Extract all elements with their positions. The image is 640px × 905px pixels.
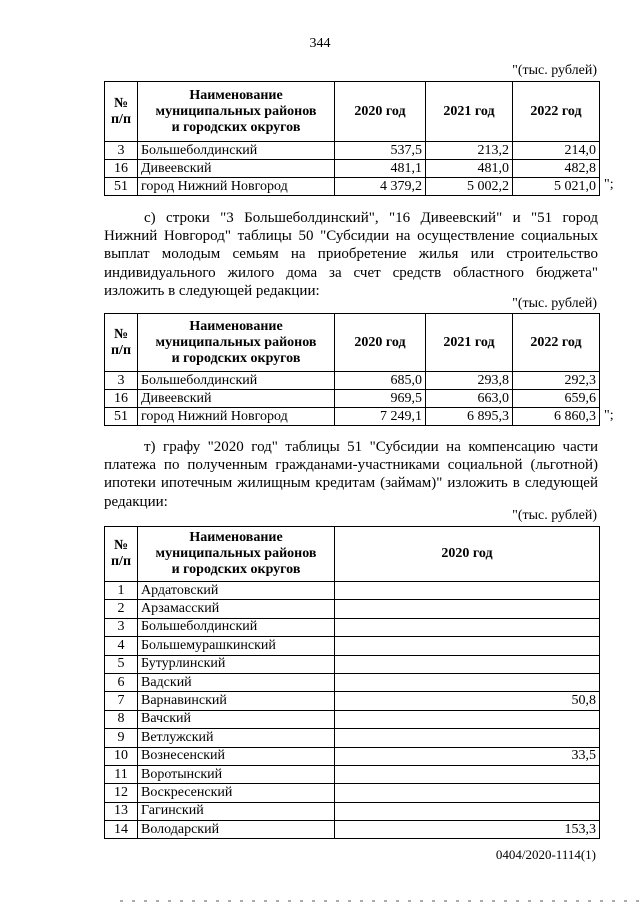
row-num: 3 bbox=[105, 372, 138, 390]
row-value-2022: 659,6 bbox=[513, 390, 600, 408]
row-value-2020 bbox=[335, 600, 600, 618]
header-2022: 2022 год bbox=[513, 314, 600, 372]
paragraph-c: с) строки "3 Большеболдинский", "16 Дивеевский" и "51 город Нижний Новгород" таблицы 50 "Субсидии на осуществление социальных выплат молодым семьям на приобретение жилья или строительство индивидуального жилого дома за счет средств областного бюджета" изложить в следующей редакции: bbox=[104, 210, 598, 299]
table-row bbox=[105, 784, 600, 802]
row-value-2021: 481,0 bbox=[426, 160, 513, 178]
table-row bbox=[105, 160, 600, 178]
row-num: 12 bbox=[105, 784, 138, 802]
table-row bbox=[105, 729, 600, 747]
unit-label-1: "(тыс. рублей) bbox=[512, 63, 597, 78]
table-2-closing-quote: "; bbox=[604, 408, 614, 423]
row-num: 5 bbox=[105, 655, 138, 673]
row-value-2022: 292,3 bbox=[513, 372, 600, 390]
row-name: Гагинский bbox=[138, 802, 335, 820]
row-name: Варнавинский bbox=[138, 692, 335, 710]
header-name-text: Наименование муниципальных районов и городских округов bbox=[155, 530, 317, 577]
table-row bbox=[105, 692, 600, 710]
table-row bbox=[105, 390, 600, 408]
row-name: Бутурлинский bbox=[138, 655, 335, 673]
row-name: Большеболдинский bbox=[138, 142, 335, 160]
row-value-2020: 50,8 bbox=[335, 692, 600, 710]
header-2022: 2022 год bbox=[513, 82, 600, 142]
table-row bbox=[105, 821, 600, 839]
row-value-2021: 663,0 bbox=[426, 390, 513, 408]
row-value-2020: 33,5 bbox=[335, 747, 600, 765]
row-name: Арзамасский bbox=[138, 600, 335, 618]
row-value-2022: 6 860,3 bbox=[513, 408, 600, 426]
row-value-2022: 5 021,0 bbox=[513, 178, 600, 196]
row-value-2020 bbox=[335, 710, 600, 728]
row-name: Вознесенский bbox=[138, 747, 335, 765]
row-name: Большеболдинский bbox=[138, 618, 335, 636]
row-num: 14 bbox=[105, 821, 138, 839]
row-value-2020: 537,5 bbox=[335, 142, 426, 160]
row-value-2020 bbox=[335, 765, 600, 783]
table-row bbox=[105, 582, 600, 600]
table-1-closing-quote: "; bbox=[604, 177, 614, 192]
row-value-2020 bbox=[335, 655, 600, 673]
header-num bbox=[105, 82, 138, 142]
row-name: Дивеевский bbox=[138, 160, 335, 178]
table-row bbox=[105, 142, 600, 160]
header-2021: 2021 год bbox=[426, 314, 513, 372]
row-name: Вачский bbox=[138, 710, 335, 728]
row-value-2021: 6 895,3 bbox=[426, 408, 513, 426]
row-value-2020: 4 379,2 bbox=[335, 178, 426, 196]
row-name: Большеболдинский bbox=[138, 372, 335, 390]
row-num: 10 bbox=[105, 747, 138, 765]
page-number: 344 bbox=[309, 36, 331, 51]
header-name bbox=[138, 82, 335, 142]
header-num bbox=[105, 527, 138, 582]
row-name: Воскресенский bbox=[138, 784, 335, 802]
row-num: 13 bbox=[105, 802, 138, 820]
header-name bbox=[138, 314, 335, 372]
row-num: 11 bbox=[105, 765, 138, 783]
row-value-2021: 293,8 bbox=[426, 372, 513, 390]
row-num: 8 bbox=[105, 710, 138, 728]
row-num: 51 bbox=[105, 178, 138, 196]
row-value-2020 bbox=[335, 802, 600, 820]
table-row bbox=[105, 710, 600, 728]
row-num: 16 bbox=[105, 390, 138, 408]
table-row bbox=[105, 673, 600, 691]
table-row bbox=[105, 618, 600, 636]
table-row bbox=[105, 765, 600, 783]
row-value-2020 bbox=[335, 673, 600, 691]
row-value-2020: 7 249,1 bbox=[335, 408, 426, 426]
row-num: 4 bbox=[105, 637, 138, 655]
header-2020: 2020 год bbox=[335, 82, 426, 142]
row-value-2021: 213,2 bbox=[426, 142, 513, 160]
row-name: Воротынский bbox=[138, 765, 335, 783]
row-value-2020 bbox=[335, 637, 600, 655]
table-row bbox=[105, 655, 600, 673]
row-num: 3 bbox=[105, 142, 138, 160]
table-subsidy-50 bbox=[104, 313, 600, 426]
row-value-2020: 969,5 bbox=[335, 390, 426, 408]
header-2020: 2020 год bbox=[335, 527, 600, 582]
row-num: 1 bbox=[105, 582, 138, 600]
row-value-2020: 481,1 bbox=[335, 160, 426, 178]
header-num-text: № п/п bbox=[110, 538, 132, 569]
row-name: Ардатовский bbox=[138, 582, 335, 600]
row-name: Большемурашкинский bbox=[138, 637, 335, 655]
row-num: 16 bbox=[105, 160, 138, 178]
row-num: 9 bbox=[105, 729, 138, 747]
scan-artifact-line bbox=[0, 896, 640, 905]
header-2020: 2020 год bbox=[335, 314, 426, 372]
header-name-text: Наименование муниципальных районов и городских округов bbox=[155, 87, 317, 135]
table-row bbox=[105, 747, 600, 765]
row-name: Дивеевский bbox=[138, 390, 335, 408]
table-row bbox=[105, 408, 600, 426]
table-row bbox=[105, 372, 600, 390]
row-num: 3 bbox=[105, 618, 138, 636]
row-name: Володарский bbox=[138, 821, 335, 839]
row-num: 7 bbox=[105, 692, 138, 710]
paragraph-t: т) графу "2020 год" таблицы 51 "Субсидии на компенсацию части платежа по полученным гражданами-участниками социальной (льготной) ипотеки ипотечным жилищным кредитам (займам)" изложить в следующей редакции: bbox=[104, 439, 598, 510]
header-num bbox=[105, 314, 138, 372]
row-num: 6 bbox=[105, 673, 138, 691]
table-subsidy-1 bbox=[104, 81, 600, 196]
unit-label-2: "(тыс. рублей) bbox=[512, 296, 597, 311]
row-value-2022: 482,8 bbox=[513, 160, 600, 178]
row-value-2020 bbox=[335, 618, 600, 636]
row-name: Ветлужский bbox=[138, 729, 335, 747]
row-value-2020: 153,3 bbox=[335, 821, 600, 839]
unit-label-3: "(тыс. рублей) bbox=[512, 508, 597, 523]
header-name bbox=[138, 527, 335, 582]
row-value-2020 bbox=[335, 784, 600, 802]
table-row bbox=[105, 600, 600, 618]
row-num: 51 bbox=[105, 408, 138, 426]
header-name-text: Наименование муниципальных районов и городских округов bbox=[155, 318, 317, 366]
row-value-2022: 214,0 bbox=[513, 142, 600, 160]
header-num-text: № п/п bbox=[110, 326, 132, 358]
row-name: город Нижний Новгород bbox=[138, 408, 335, 426]
table-row bbox=[105, 178, 600, 196]
table-subsidy-51 bbox=[104, 526, 600, 839]
document-code: 0404/2020-1114(1) bbox=[495, 847, 596, 862]
row-value-2021: 5 002,2 bbox=[426, 178, 513, 196]
table-row bbox=[105, 637, 600, 655]
row-value-2020 bbox=[335, 582, 600, 600]
row-value-2020: 685,0 bbox=[335, 372, 426, 390]
row-name: город Нижний Новгород bbox=[138, 178, 335, 196]
row-value-2020 bbox=[335, 729, 600, 747]
row-num: 2 bbox=[105, 600, 138, 618]
header-2021: 2021 год bbox=[426, 82, 513, 142]
table-row bbox=[105, 802, 600, 820]
row-name: Вадский bbox=[138, 673, 335, 691]
header-num-text: № п/п bbox=[110, 95, 132, 127]
